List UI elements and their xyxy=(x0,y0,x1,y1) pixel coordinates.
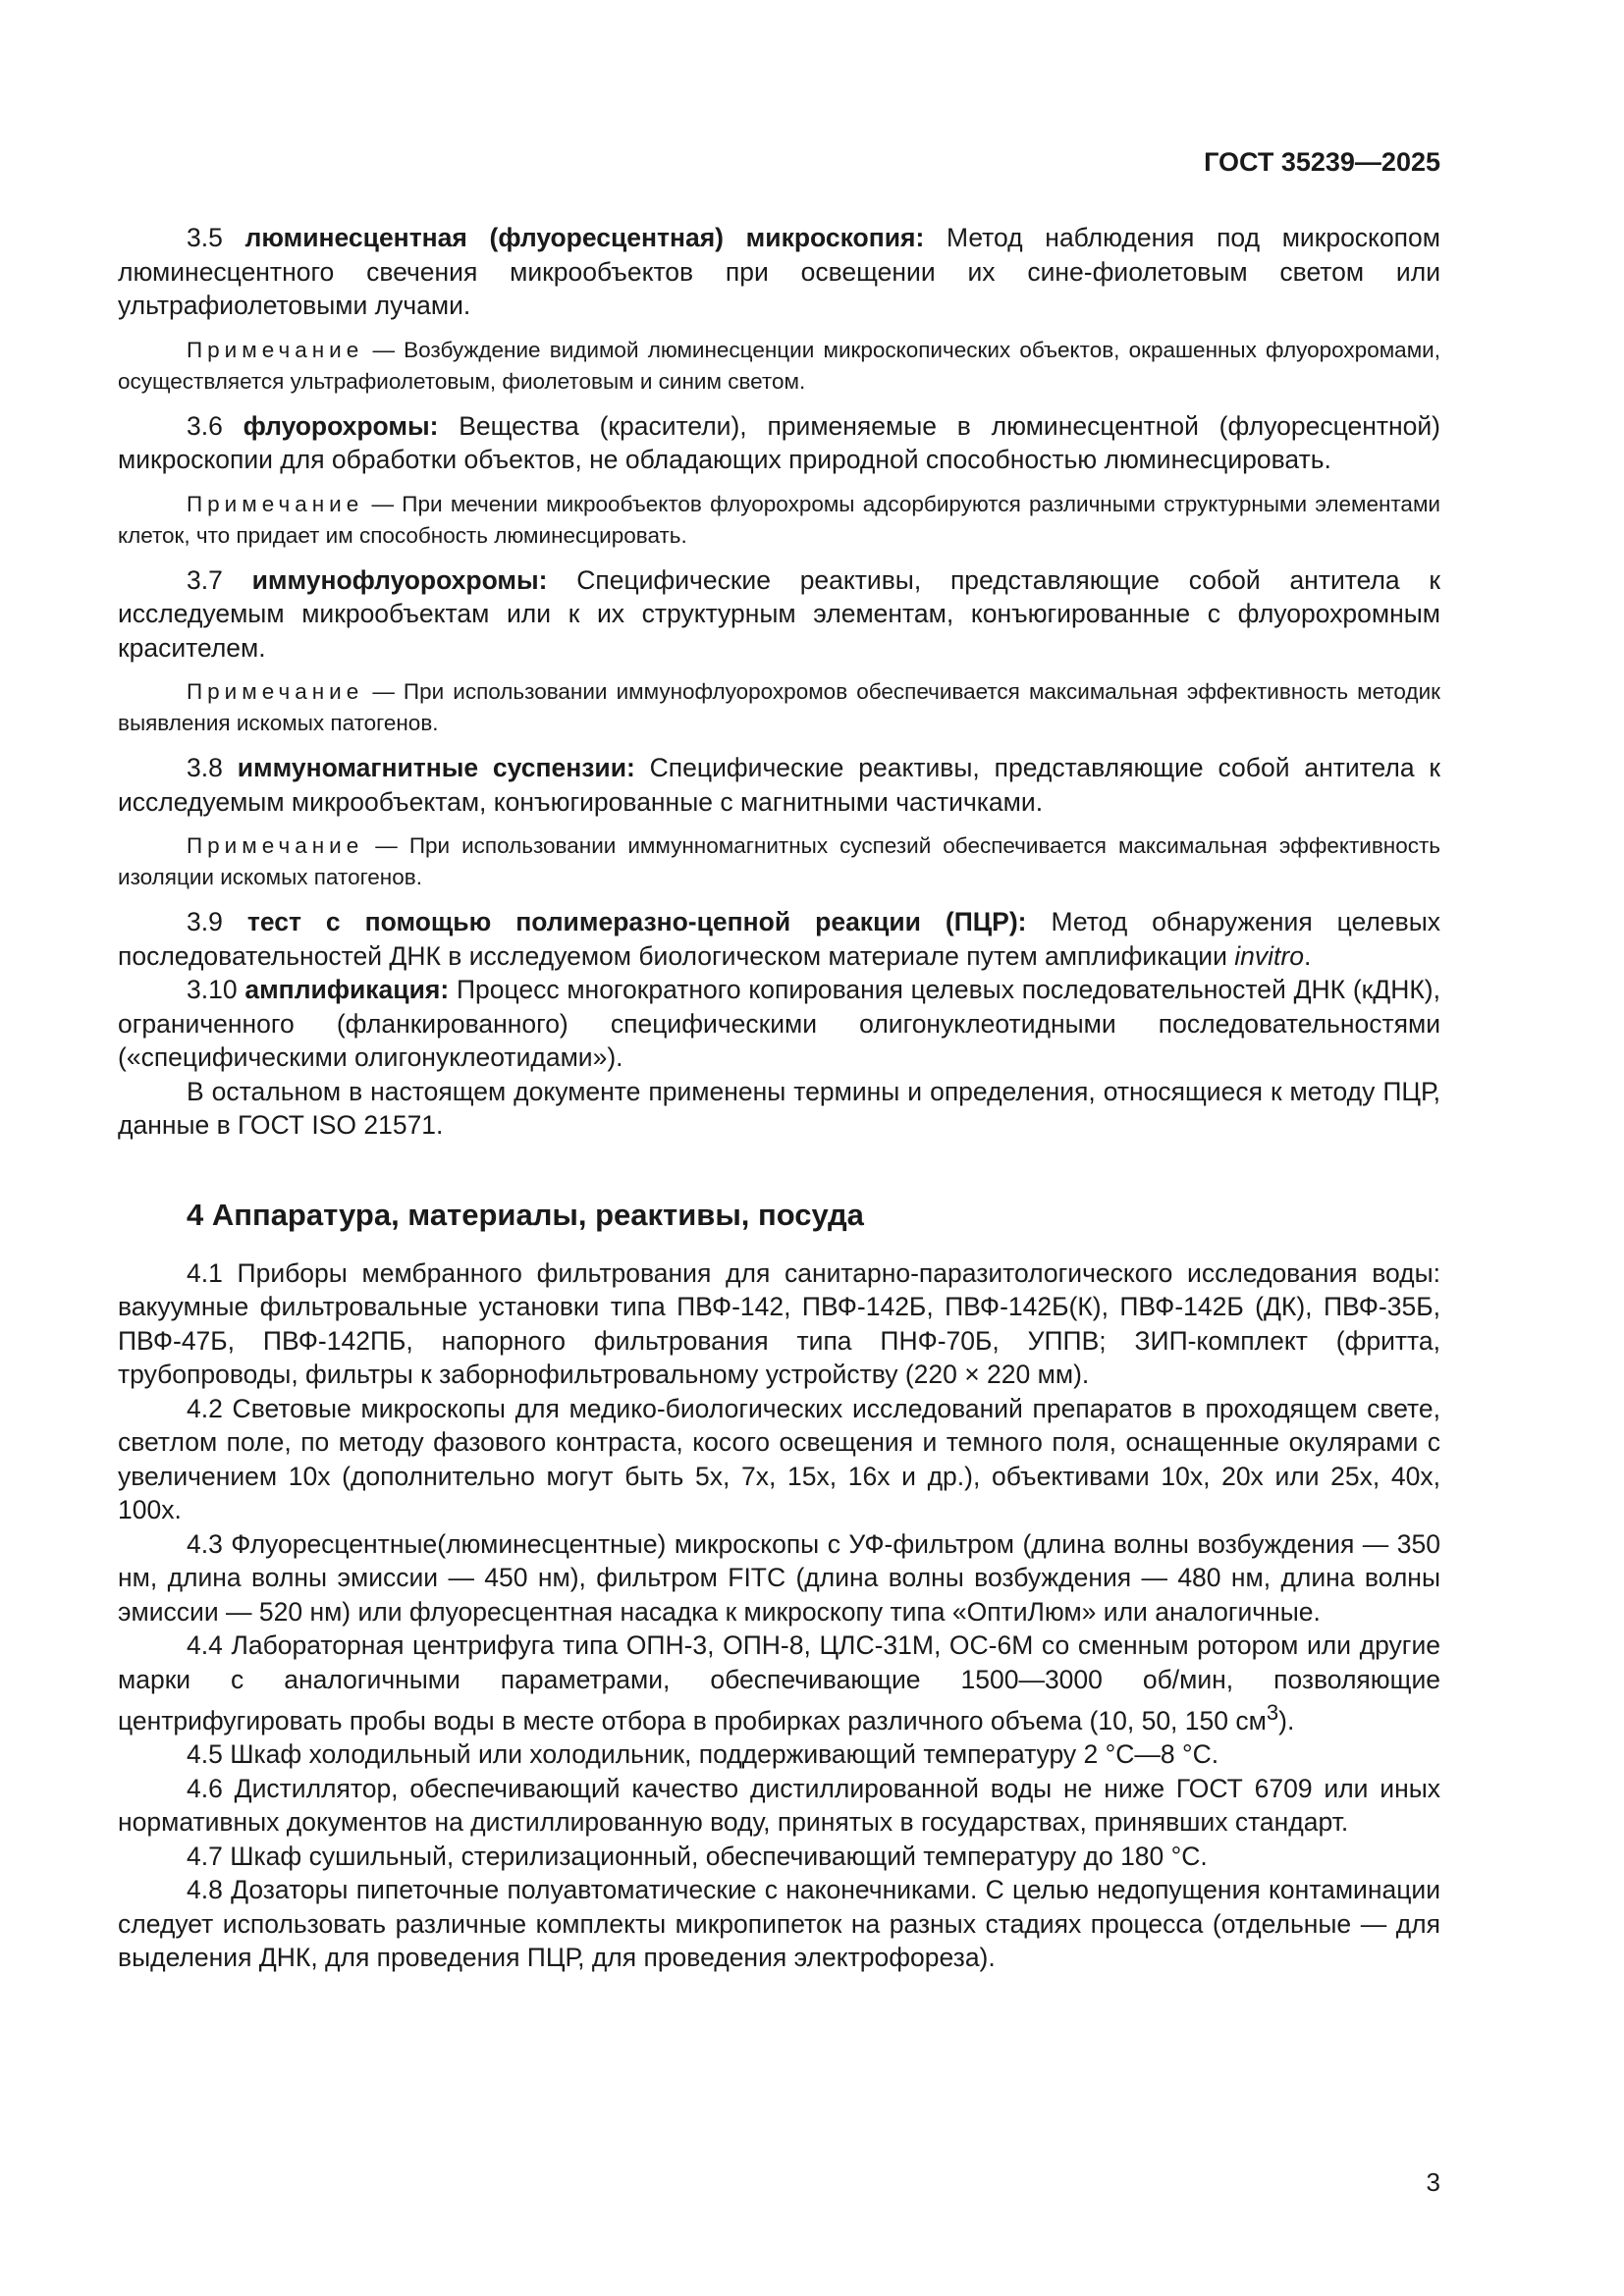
note-3-7: Примечание — При использовании иммунофлуорохромов обеспечивается максимальная эффективность методик выявления искомых патогенов. xyxy=(118,679,1440,735)
note-3-8: Примечание — При использовании иммунномагнитных суспезий обеспечивается максимальная эффективность изоляции искомых патогенов. xyxy=(118,833,1440,889)
item-4-4: 4.4 Лабораторная центрифуга типа ОПН-3, ОПН-8, ЦЛС-31М, ОС-6М со сменным ротором или другие марки с аналогичными параметрами, обеспечивающие 1500—3000 об/мин, позволяющие центрифугировать пробы воды в месте отбора в пробирках различного объема (10, 50, 150 $см^3$). xyxy=(118,1630,1440,1735)
note-label: Примечание xyxy=(187,833,364,858)
closing-paragraph: В остальном в настоящем документе применены термины и определения, относящиеся к методу ПЦР, данные в ГОСТ ISO 21571. xyxy=(118,1076,1440,1140)
note-label: Примечание xyxy=(187,491,364,516)
term-name: иммуномагнитные суспензии: xyxy=(237,753,635,782)
note-label: Примечание xyxy=(187,679,364,704)
term-name: амплификация: xyxy=(244,975,450,1004)
term-3-7: 3.7 иммунофлуорохромы: Специфические реактивы, представляющие собой антитела к исследуемым микрообъектам или к их структурным элементам, конъюгированные с флуорохромным красителем. xyxy=(118,564,1440,663)
note-3-6: Примечание — При мечении микрообъектов флуорохромы адсорбируются различными структурными элементами клеток, что придает им способность люминесцировать. xyxy=(118,491,1440,548)
item-4-5: 4.5 Шкаф холодильный или холодильник, поддерживающий температуру 2 °С—8 °С. xyxy=(187,1739,1219,1770)
term-name: флуорохромы: xyxy=(243,410,439,441)
section-4-title: 4 Аппаратура, материалы, реактивы, посуда xyxy=(187,1197,864,1232)
item-4-2: 4.2 Световые микроскопы для медико-биологических исследований препаратов в проходящем свете, светлом поле, по методу фазового контраста, косого освещения и темного поля, оснащенные окулярами с увеличением 10х (дополнительно могут быть 5х, 7х, 15х, 16х и др.), объективами 10х, 20х или 25х, 40х, 100х. xyxy=(118,1393,1440,1524)
note-label: Примечание xyxy=(187,337,364,362)
term-3-9: 3.9 тест с помощью полимеразно-цепной реакции (ПЦР): Метод обнаружения целевых последовательностей ДНК в исследуемом биологическом материале путем амплификации invitro. xyxy=(118,907,1440,971)
note-3-5: Примечание — Возбуждение видимой люминесценции микроскопических объектов, окрашенных флуорохромами, осуществляется ультрафиолетовым, фиолетовым и синим светом. xyxy=(118,337,1440,394)
term-3-6: 3.6 флуорохромы: Вещества (красители), применяемые в люминесцентной (флуоресцентной) микроскопии для обработки объектов, не обладающих природной способностью люминесцировать. xyxy=(118,410,1440,474)
term-name: иммунофлуорохромы: xyxy=(251,564,548,595)
term-name: люминесцентная (флуоресцентная) микроскопия: xyxy=(244,223,925,252)
term-name: тест с помощью полимеразно-цепной реакции (ПЦР): xyxy=(246,907,1027,936)
item-4-8: 4.8 Дозаторы пипеточные полуавтоматические с наконечниками. С целью недопущения контаминации следует использовать различные комплекты микропипеток на разных стадиях процесса (отдельные — для выделения ДНК, для проведения ПЦР, для проведения электрофореза). xyxy=(118,1875,1440,1973)
item-4-7: 4.7 Шкаф сушильный, стерилизационный, обеспечивающий температуру до 180 °С. xyxy=(187,1841,1208,1871)
item-4-3: 4.3 Флуоресцентные(люминесцентные) микроскопы с УФ-фильтром (длина волны возбуждения — 350 нм, длина волны эмиссии — 450 нм), фильтром FITC (длина волны возбуждения — 480 нм, длина волны эмиссии — 520 нм) или флуоресцентная насадка к микроскопу типа «ОптиЛюм» или аналогичные. xyxy=(118,1528,1440,1627)
item-4-1: 4.1 Приборы мембранного фильтрования для санитарно-паразитологического исследования воды: вакуумные фильтровальные установки типа ПВФ-142, ПВФ-142Б, ПВФ-142Б(К), ПВФ-142Б (ДК), ПВФ-35Б, ПВФ-47Б, ПВФ-142ПБ, напорного фильтрования типа ПНФ-70Б, УППВ; ЗИП-комплект (фритта, трубопроводы, фильтры к заборнофильтровальному устройству (220 × 220 мм). xyxy=(118,1257,1440,1389)
term-3-10: 3.10 амплификация: Процесс многократного копирования целевых последовательностей ДНК (кДНК), ограниченного (фланкированного) специфическими олигонуклеотидными последовательностями («специфическими олигонуклеотидами»). xyxy=(118,975,1440,1072)
item-4-6: 4.6 Дистиллятор, обеспечивающий качество дистиллированной воды не ниже ГОСТ 6709 или иных нормативных документов на дистиллированную воду, принятых в государствах, принявших стандарт. xyxy=(118,1773,1440,1838)
term-3-8: 3.8 иммуномагнитные суспензии: Специфические реактивы, представляющие собой антитела к исследуемым микрообъектам, конъюгированные с магнитными частичками. xyxy=(118,753,1440,817)
document-id-header: ГОСТ 35239—2025 xyxy=(1204,147,1440,177)
term-3-5: 3.5 люминесцентная (флуоресцентная) микроскопия: Метод наблюдения под микроскопом люминесцентного свечения микрообъектов при освещении их сине-фиолетовым светом или ультрафиолетовыми лучами. xyxy=(118,223,1440,320)
page-number: 3 xyxy=(1426,2167,1440,2197)
document-body xyxy=(118,221,1440,1975)
